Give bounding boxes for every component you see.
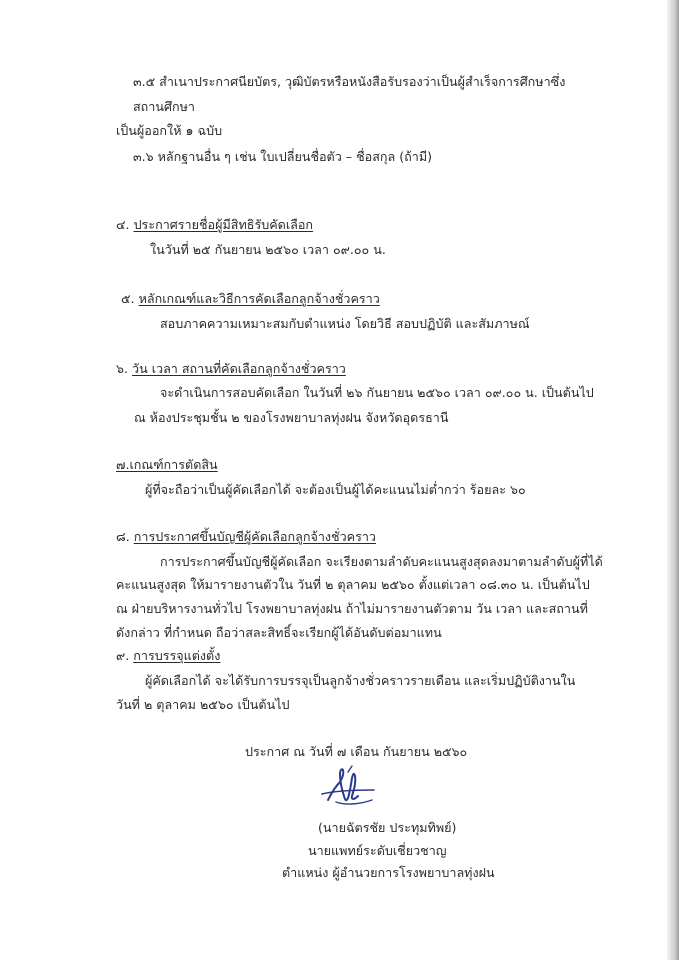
section-7-heading [116, 457, 218, 473]
section-9-heading [116, 648, 220, 664]
signer-position-title: ตำแหน่ง ผู้อำนวยการโรงพยาบาลทุ่งฝน [282, 865, 495, 880]
section-7-title: เกณฑ์การตัดสิน [129, 457, 218, 472]
section-6-body-line2: ณ ห้องประชุมชั้น ๒ ของโรงพยาบาลทุ่งฝน จังหวัดอุดรธานี [134, 410, 449, 425]
section-7-number: ๗. [116, 457, 130, 472]
section-8-number: ๘. [116, 529, 130, 544]
section-6-number: ๖. [116, 361, 128, 376]
item-3-6: ๓.๖ หลักฐานอื่น ๆ เช่น ใบเปลี่ยนชื่อตัว – ชื่อสกุล (ถ้ามี) [133, 149, 433, 164]
announcement-date: ประกาศ ณ วันที่ ๗ เดือน กันยายน ๒๕๖๐ [245, 744, 468, 759]
section-9-body-line1: ผู้คัดเลือกได้ จะได้รับการบรรจุเป็นลูกจ้างชั่วคราวรายเดือน และเริ่มปฏิบัติงานใน [145, 673, 576, 688]
section-9-title: การบรรจุแต่งตั้ง [133, 648, 221, 663]
item-3-5-line3: เป็นผู้ออกให้ ๑ ฉบับ [116, 123, 223, 138]
section-8-body-line2: คะแนนสูงสุด ให้มารายงานตัวใน วันที่ ๒ ตุลาคม ๒๕๖๐ ตั้งแต่เวลา ๐๘.๓๐ น. เป็นต้นไป [116, 577, 590, 592]
section-5-heading [121, 291, 380, 307]
page-edge-shadow [667, 0, 679, 960]
section-6-body-line1: จะดำเนินการสอบคัดเลือก ในวันที่ ๒๖ กันยายน ๒๕๖๐ เวลา ๐๙.๐๐ น. เป็นต้นไป [160, 385, 594, 400]
section-4-number: ๔. [116, 217, 130, 232]
section-4-body: ในวันที่ ๒๕ กันยายน ๒๕๖๐ เวลา ๐๙.๐๐ น. [150, 242, 386, 257]
section-8-title: การประกาศขึ้นบัญชีผู้คัดเลือกลูกจ้างชั่วคราว [133, 529, 377, 544]
section-8-body-line1: การประกาศขึ้นบัญชีผู้คัดเลือก จะเรียงตามลำดับคะแนนสูงสุดลงมาตามลำดับผู้ที่ได้ [160, 554, 603, 569]
section-9-number: ๙. [116, 648, 130, 663]
section-8-body-line3: ณ ฝ่ายบริหารงานทั่วไป โรงพยาบาลทุ่งฝน ถ้าไม่มารายงานตัวตาม วัน เวลา และสถานที่ [116, 601, 588, 616]
item-3-5-line1: ๓.๕ สำเนาประกาศนียบัตร, วุฒิบัตรหรือหนังสือรับรองว่าเป็นผู้สำเร็จการศึกษาซึ่ง [133, 74, 566, 89]
section-9-body-line2: วันที่ ๒ ตุลาคม ๒๕๖๐ เป็นต้นไป [116, 697, 290, 712]
signer-name: (นายฉัตรชัย ประทุมทิพย์) [318, 820, 457, 835]
signer-position-level: นายแพทย์ระดับเชี่ยวชาญ [308, 843, 447, 858]
section-8-heading [116, 529, 376, 545]
section-5-title: หลักเกณฑ์และวิธีการคัดเลือกลูกจ้างชั่วคราว [138, 291, 380, 306]
section-6-heading [116, 361, 346, 377]
section-4-title: ประกาศรายชื่อผู้มีสิทธิรับคัดเลือก [133, 217, 314, 232]
section-6-title: วัน เวลา สถานที่คัดเลือกลูกจ้างชั่วคราว [132, 361, 346, 376]
handwritten-signature [318, 762, 380, 810]
item-3-5-line2: สถานศึกษา [133, 99, 195, 114]
section-7-body: ผู้ที่จะถือว่าเป็นผู้คัดเลือกได้ จะต้องเป็นผู้ได้คะแนนไม่ต่ำกว่า ร้อยละ ๖๐ [145, 482, 526, 497]
section-5-body: สอบภาคความเหมาะสมกับตำแหน่ง โดยวิธี สอบปฏิบัติ และสัมภาษณ์ [160, 316, 530, 331]
section-5-number: ๕. [121, 291, 135, 306]
section-8-body-line4: ดังกล่าว ที่กำหนด ถือว่าสละสิทธิ์จะเรียกผู้ได้อันดับต่อมาแทน [116, 625, 442, 640]
section-4-heading [116, 217, 313, 233]
